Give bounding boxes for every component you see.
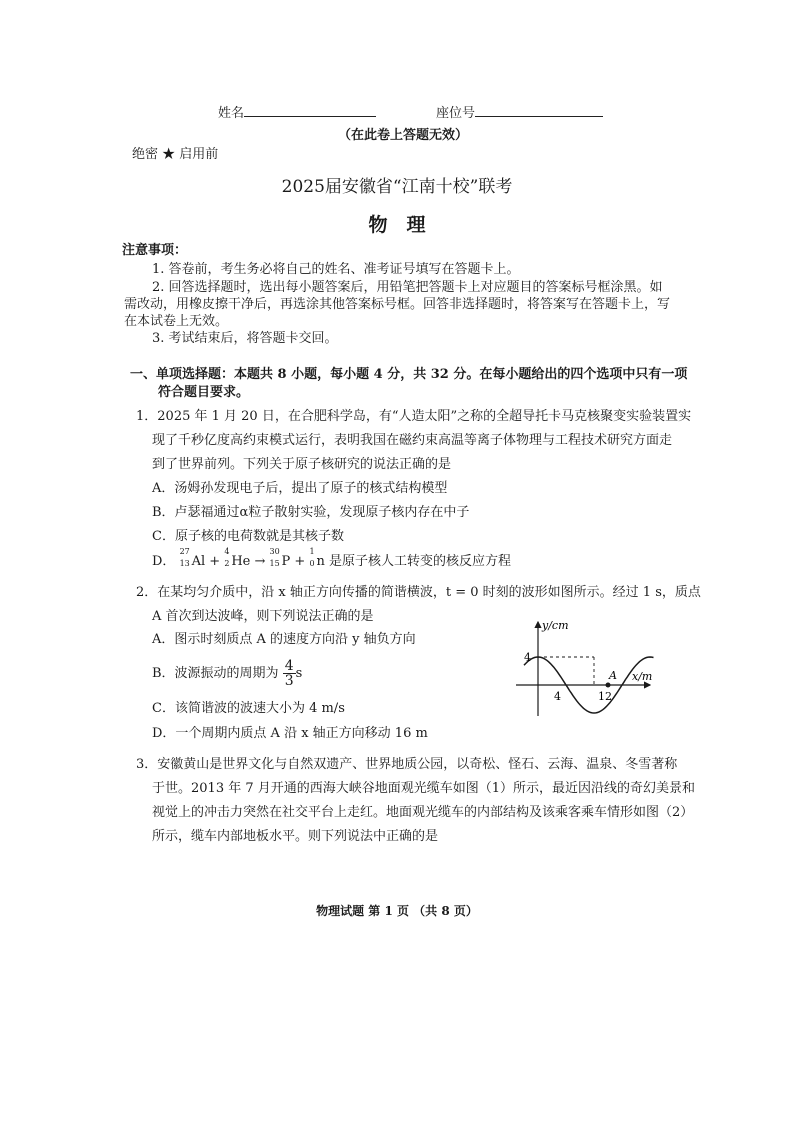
page-footer: 物理试题 第 1 页 （共 8 页） [316, 904, 478, 918]
notice-item: 3. 考试结束后，将答题卡交回。 [152, 331, 338, 346]
x-tick-12: 12 [598, 690, 612, 703]
q2-option-c[interactable]: C．该简谐波的波速大小为 4 m/s [152, 701, 345, 716]
period-fraction: $\frac{4}{3}$ [284, 658, 294, 689]
q3-stem: 3．安徽黄山是世界文化与自然双遗产、世界地质公园，以奇松、怪石、云海、温泉、冬雪著称 [136, 757, 678, 772]
seat-blank[interactable] [475, 104, 603, 117]
q3-stem: 于世。2013 年 7 月开通的西海大峡谷地面观光缆车如图（1）所示，最近因沿线的奇幻美景和 [152, 781, 696, 796]
y-axis-label: y/cm [542, 619, 569, 632]
point-a-marker [606, 683, 611, 688]
seat-label: 座位号 [436, 106, 476, 121]
nuclide-n: 1 0 n [309, 547, 325, 569]
q2-option-d[interactable]: D．一个周期内质点 A 沿 x 轴正方向移动 16 m [152, 726, 428, 741]
q1-stem: 现了千秒亿度高约束模式运行，表明我国在磁约束高温等离子体物理与工程技术研究方面走 [152, 433, 673, 448]
q3-stem: 所示，缆车内部地板水平。则下列说法中正确的是 [152, 829, 439, 844]
point-a-label: A [609, 669, 617, 682]
q1-stem: 到了世界前列。下列关于原子核研究的说法正确的是 [152, 457, 452, 472]
subject-title: 物 理 [368, 214, 426, 236]
exam-title: 2025届安徽省“江南十校”联考 [281, 177, 513, 197]
wave-graph [512, 616, 662, 720]
notice-heading: 注意事项： [122, 243, 188, 258]
invalid-note: （在此卷上答题无效） [338, 128, 469, 143]
notice-item: 在本试卷上无效。 [124, 314, 229, 329]
section-heading-cont: 符合题目要求。 [158, 385, 250, 400]
notice-item: 2. 回答选择题时，选出每小题答案后，用铅笔把答题卡上对应题目的答案标号框涂黑。如 [152, 280, 663, 295]
nuclide-al: 27 13 Al [179, 547, 206, 569]
q2-stem: A 首次到达波峰，则下列说法正确的是 [152, 609, 374, 624]
q1-stem: 1．2025 年 1 月 20 日，在合肥科学岛，有“人造太阳”之称的全超导托卡马克核聚变实验装置实 [136, 409, 692, 424]
q1-option-a[interactable]: A．汤姆孙发现电子后，提出了原子的核式结构模型 [152, 481, 448, 496]
nuclide-p: 30 15 P [269, 547, 291, 569]
name-field [218, 104, 376, 122]
amplitude-label: 4 [524, 651, 531, 664]
q1-option-c[interactable]: C．原子核的电荷数就是其核子数 [152, 529, 344, 544]
notice-item: 需改动，用橡皮擦干净后，再选涂其他答案标号框。回答非选择题时，将答案写在答题卡上，写 [124, 297, 671, 312]
name-label: 姓名 [218, 106, 245, 121]
secret-label: 绝密 ★ 启用前 [132, 147, 219, 162]
q2-option-b[interactable]: B．波源振动的周期为 $\frac{4}{3}$ s [152, 658, 303, 689]
notice-item: 1. 答卷前，考生务必将自己的姓名、准考证号填写在答题卡上。 [152, 262, 520, 277]
x-tick-4: 4 [554, 690, 561, 703]
q3-stem: 视觉上的冲击力突然在社交平台上走红。地面观光缆车的内部结构及该乘客乘车情形如图（2） [152, 805, 694, 820]
seat-field [436, 104, 603, 122]
q1-option-d[interactable]: D． 27 13 Al + 4 2 He → 30 15 P + 1 0 n 是原子核人工转变的核反应方程 [152, 547, 511, 569]
q2-option-a[interactable]: A．图示时刻质点 A 的速度方向沿 y 轴负方向 [152, 632, 416, 647]
q2-stem: 2．在某均匀介质中，沿 x 轴正方向传播的简谐横波，t = 0 时刻的波形如图所示。经过 1 s，质点 [136, 585, 701, 600]
nuclide-he: 4 2 He [224, 547, 251, 569]
x-axis-label: x/m [632, 670, 653, 683]
section-heading: 一、单项选择题：本题共 8 小题，每小题 4 分，共 32 分。在每小题给出的四个选项中只有一项 [130, 367, 688, 382]
q1-option-b[interactable]: B．卢瑟福通过α粒子散射实验，发现原子核内存在中子 [152, 505, 470, 520]
name-blank[interactable] [244, 104, 376, 117]
